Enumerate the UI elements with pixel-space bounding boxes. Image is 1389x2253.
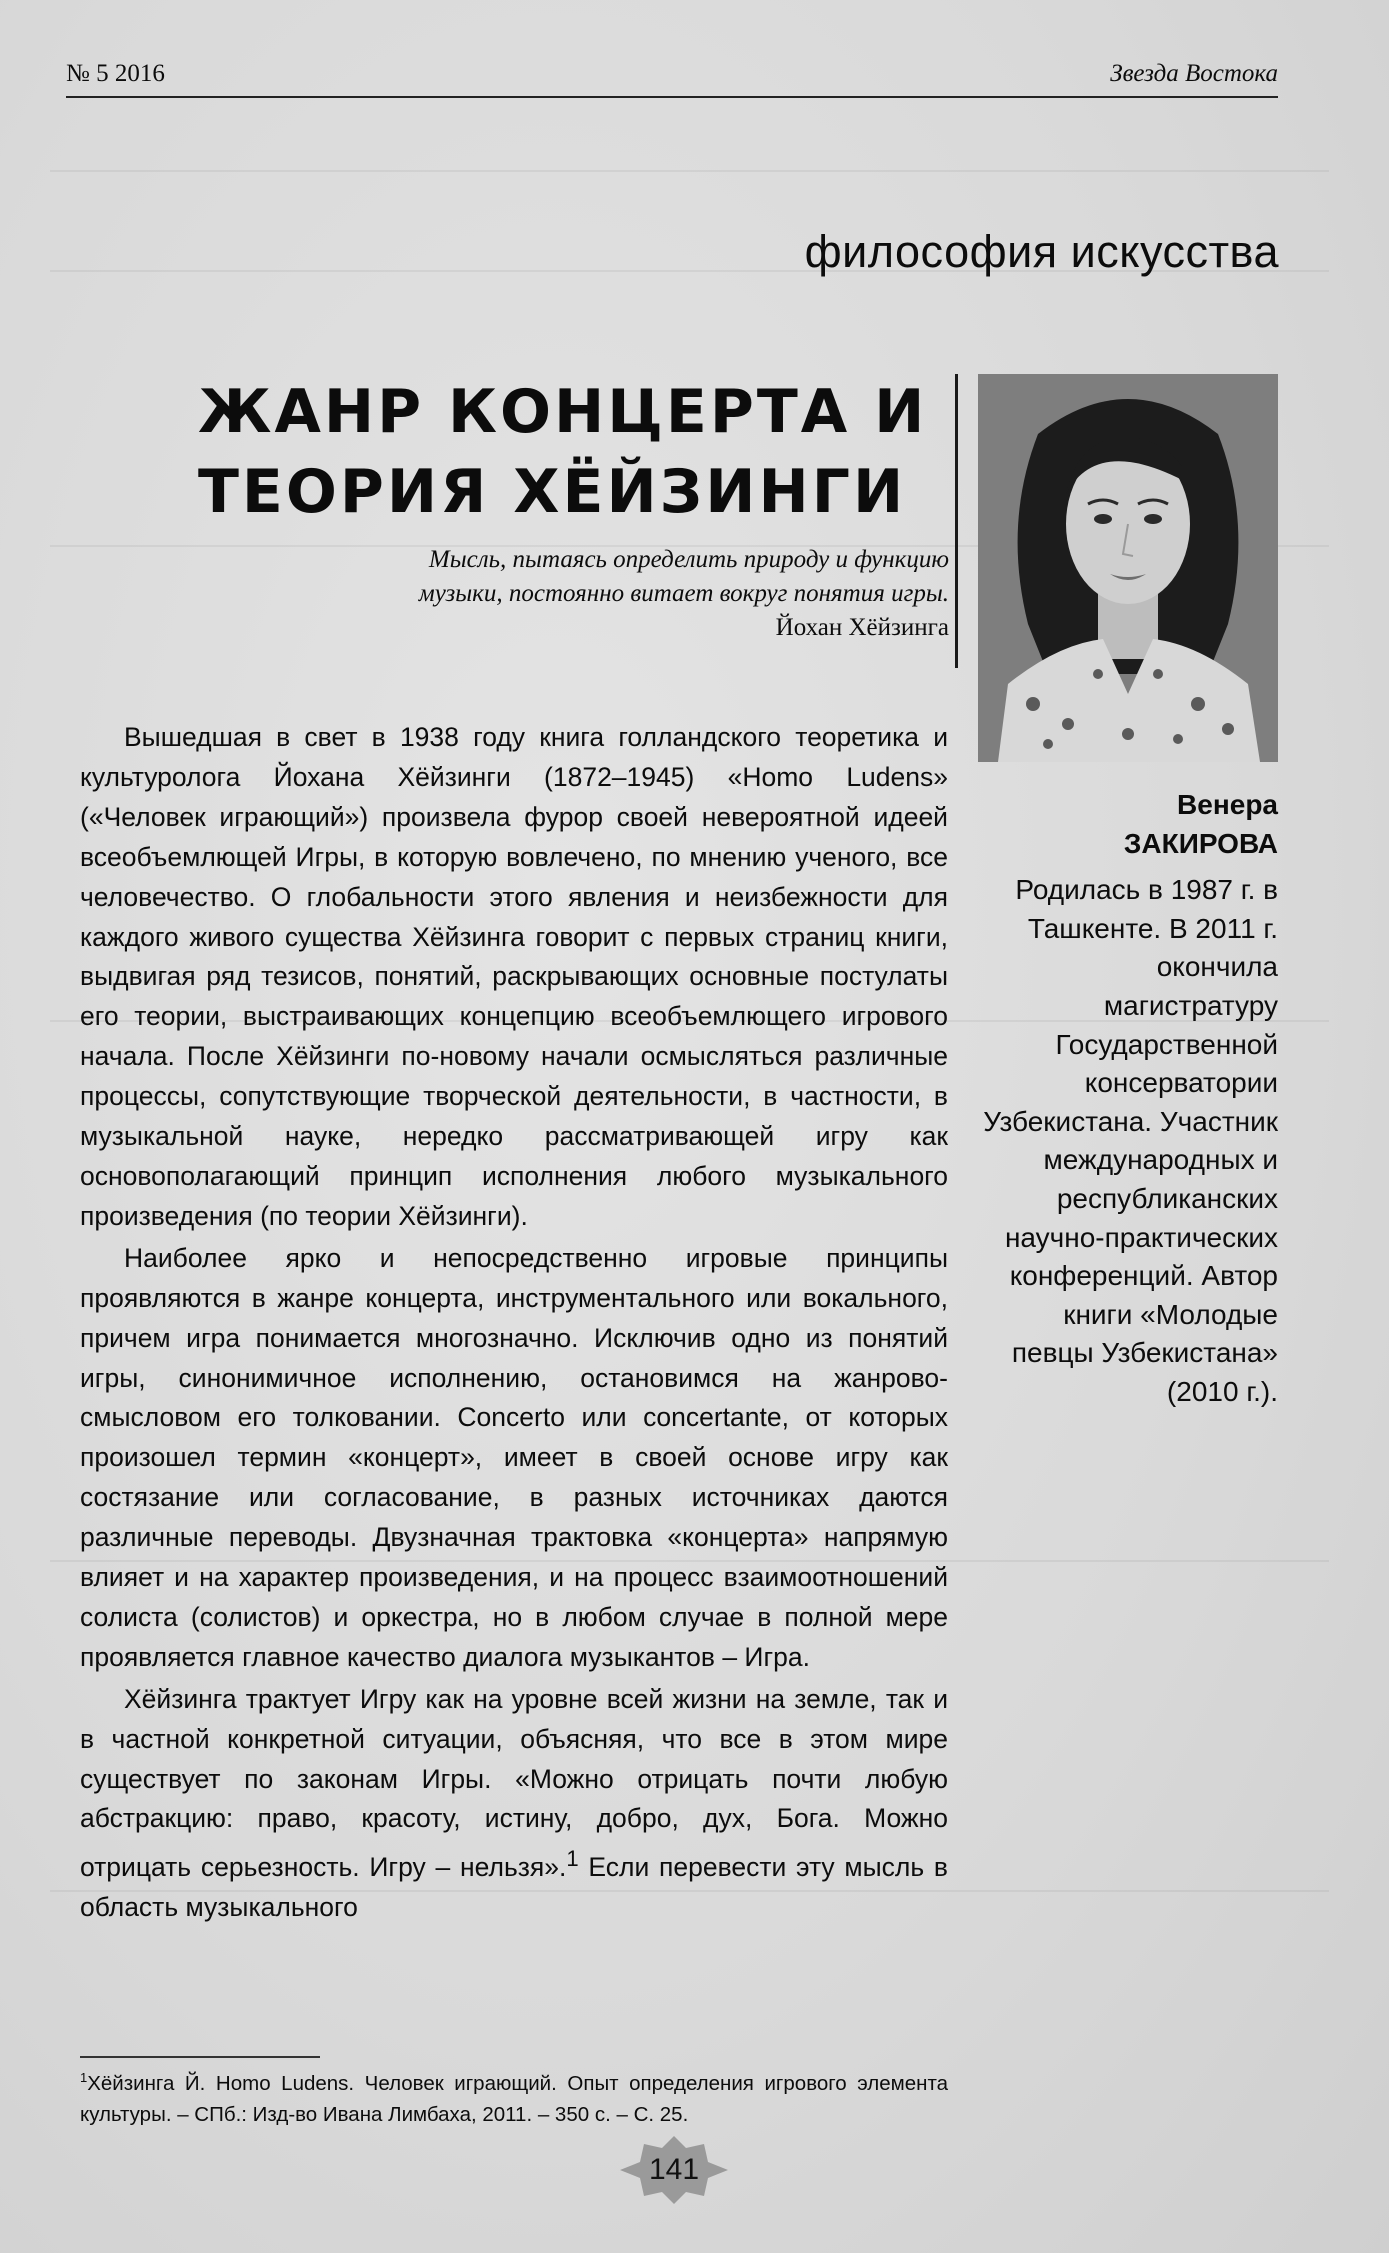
issue-number: № 5 2016: [66, 60, 165, 87]
author-photo: [978, 374, 1278, 762]
paragraph-3-tail: Если перевести эту мысль в область музыкального: [80, 1852, 948, 1923]
paragraph-3-text: Хёйзинга трактует Игру как на уровне всей жизни на земле, так и в частной конкретной ситуации, объясняя, что все в этом мире существует по законам Игры. «Можно отрицать почти любую абстракцию: право, красоту, истину, добро, дух, Бога. Можно отрицать серьезность. Игру – нельзя».: [80, 1683, 948, 1883]
paragraph-2: Наиболее ярко и непосредственно игровые принципы проявляются в жанре концерта, инструментального или вокального, причем игра понимается многозначно. Исключив одно из понятий игры, синонимичное исполнению, остановимся на жанрово-смысловом его толковании. Concerto или concertante, от которых произошел термин «концерт», имеет в своей основе игру как состязание или согласование, в разных источниках даются различные переводы. Двузначная трактовка «концерта» напрямую влияет и на характер произведения, и на процесс взаимоотношений солиста (солистов) и оркестра, но в любом случае в полной мере проявляется главное качество диалога музыкантов – Игра.: [80, 1242, 948, 1672]
epigraph: [389, 543, 949, 645]
running-header: [66, 56, 1278, 98]
journal-name: Звезда Востока: [1110, 60, 1278, 87]
paragraph-3: [80, 1680, 948, 1928]
title-line-1: ЖАНР КОНЦЕРТА И: [198, 377, 928, 447]
author-first-name: Венера: [1177, 789, 1278, 820]
section-rubric: философия искусства: [804, 226, 1279, 277]
footnote-ref: 1: [566, 1846, 579, 1872]
epigraph-text: Мысль, пытаясь определить природу и функцию музыки, постоянно витает вокруг понятия игры.: [418, 546, 949, 607]
author-bio: [978, 786, 1278, 1412]
page-number: 141: [648, 2153, 700, 2186]
author-bio-text: Родилась в 1987 г. в Ташкенте. В 2011 г. окончила магистратуру Государственной консерватории Узбекистана. Участник международных и республиканских научно-практических конференций. Автор книги «Молодые певцы Узбекистана» (2010 г.).: [983, 874, 1278, 1407]
article-body: [80, 718, 948, 1928]
footnote-text: Хёйзинга Й. Homo Ludens. Человек играющий. Опыт определения игрового элемента культуры. – СПб.: Изд-во Ивана Лимбаха, 2011. – 350 с. – С. 25.: [80, 2071, 948, 2126]
author-last-name: ЗАКИРОВА: [1123, 827, 1278, 859]
footnote-rule: [80, 2056, 320, 2058]
vertical-divider: [955, 374, 958, 668]
title-line-2: ТЕОРИЯ ХЁЙЗИНГИ: [198, 457, 907, 527]
footnote-mark: 1: [80, 2070, 88, 2085]
paragraph-1: Вышедшая в свет в 1938 году книга голландского теоретика и культуролога Йохана Хёйзинги (1872–1945) «Homo Ludens» («Человек играющий») произвела фурор своей невероятной идеей всеобъемлющей Игры, в которую вовлечено, по мнению ученого, все человечество. О глобальности этого явления и неизбежности для каждого живого существа Хёйзинга говорит с первых страниц книги, выдвигая ряд тезисов, понятий, раскрывающих основные постулаты его теории, выстраивающих концепцию всеобъемлющего игрового начала. После Хёйзинги по-новому начали осмысляться различные процессы, сопутствующие творческой деятельности, в частности, в музыкальной науке, нередко рассматривающей игру как основополагающий принцип исполнения любого музыкального произведения (по теории Хёйзинги).: [80, 722, 948, 1231]
footnote: [80, 2062, 948, 2130]
epigraph-author: Йохан Хёйзинга: [775, 614, 949, 641]
article-title: [198, 372, 928, 532]
